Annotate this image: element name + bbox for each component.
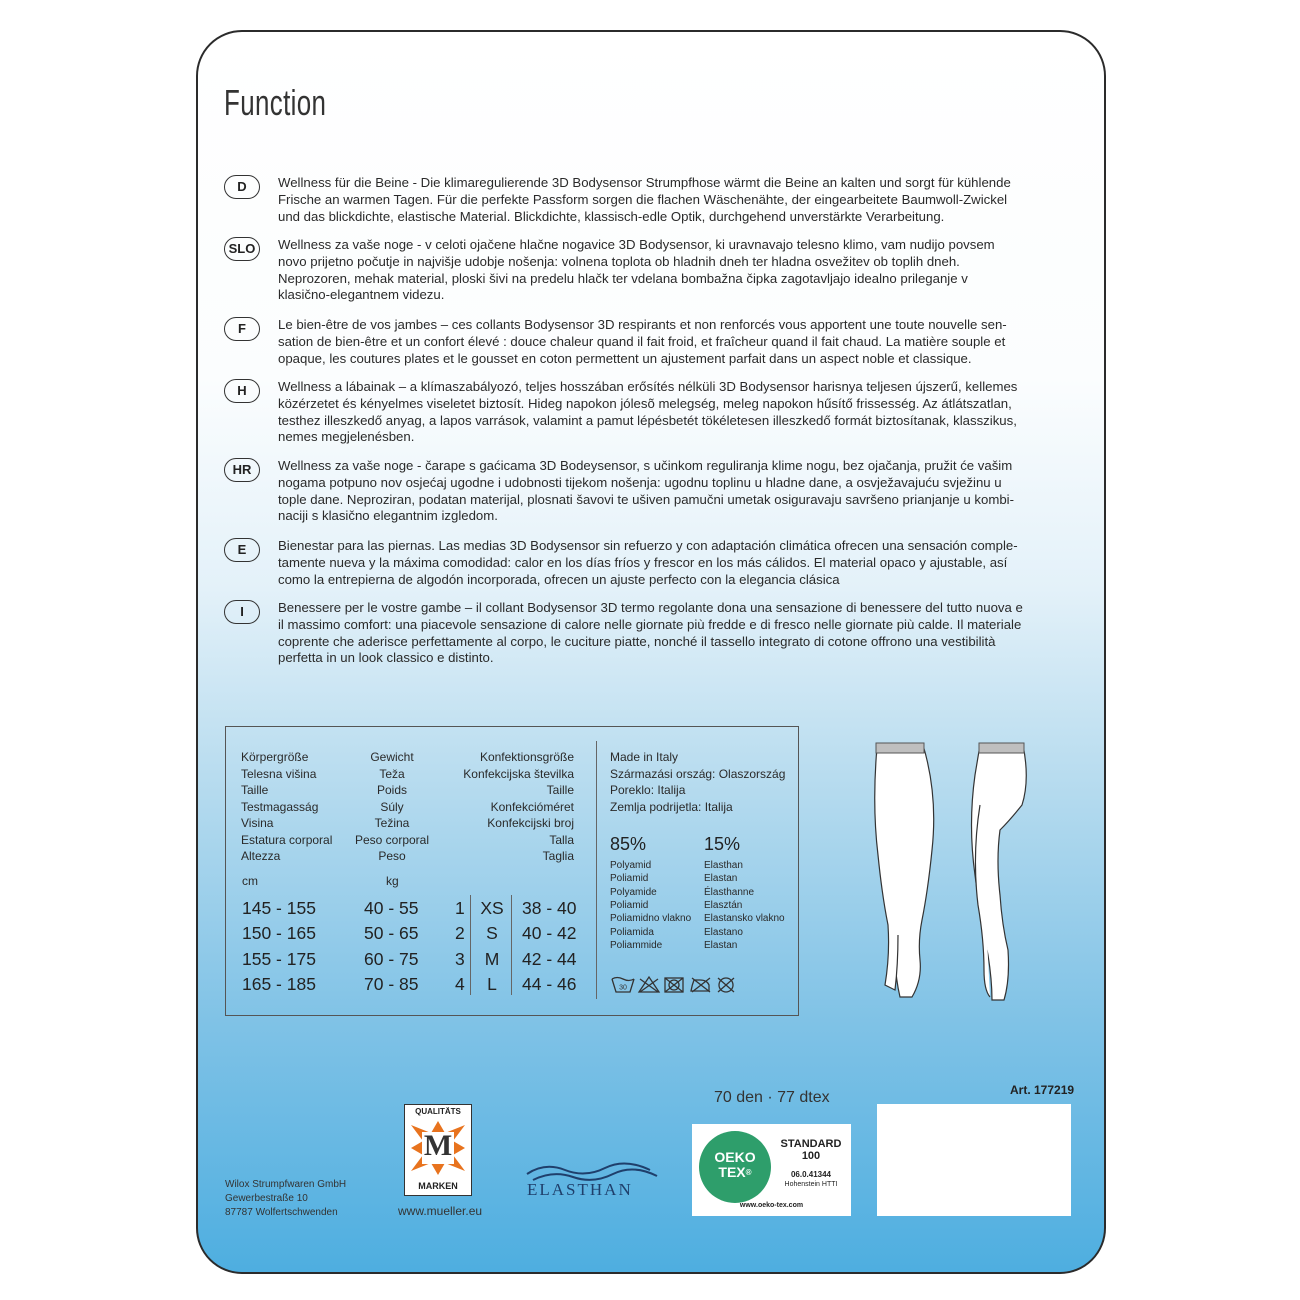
language-badge: SLO [224, 237, 260, 261]
description-paragraph [278, 379, 1078, 446]
height-range: 150 - 165 [242, 923, 316, 944]
description-paragraph [278, 538, 1078, 588]
weight-range: 70 - 85 [364, 973, 419, 994]
description-line: tamente nueva y la máxima comodidad: calor en los días fríos y frescor en los más cálidos. El material opaco y ajustable, así [278, 554, 1008, 570]
size-label: Altezza [241, 849, 281, 863]
waistband-side [979, 743, 1024, 753]
oeko-url: www.oeko-tex.com [739, 1202, 804, 1209]
svg-text:30: 30 [619, 984, 627, 992]
size-number: 1 [455, 898, 465, 918]
size-label: Estatura corporal [241, 832, 333, 847]
oeko-standard: STANDARD 100 [780, 1138, 842, 1162]
description-line: perfetta in un look classico e distinto. [278, 650, 494, 666]
language-badge: H [224, 379, 260, 403]
oeko-code: 06.0.41344 [790, 1170, 832, 1179]
size-label: Testmagasság [241, 799, 319, 814]
qualitaets-bottom-text: MARKEN [418, 1181, 458, 1191]
material-name: Élasthanne [704, 886, 755, 898]
size-letter: XS [480, 898, 504, 918]
language-badge: D [224, 175, 260, 199]
description-line: naciji s klasično elegantnim izgledom. [278, 508, 498, 524]
size-label: Gewicht [370, 750, 414, 764]
description-line: Bienestar para las piernas. Las medias 3D Bodysensor sin refuerzo y con adaptación climática ofrecen una sensación comple- [278, 538, 1018, 553]
description-line: klasično-elegantnem videzu. [278, 287, 445, 303]
weight-range: 60 - 75 [364, 948, 419, 969]
description-paragraph [278, 237, 1078, 304]
size-label: Konfekcijska številka [463, 766, 574, 781]
height-range: 145 - 155 [242, 898, 316, 918]
size-label: Súly [380, 799, 404, 814]
size-range: 38 - 40 [522, 898, 577, 918]
size-label: Körpergröße [241, 750, 309, 764]
size-label: Talla [549, 832, 574, 847]
size-col-divider [470, 895, 471, 995]
description-line: Benessere per le vostre gambe – il collant Bodysensor 3D termo regolante dona una sensazione di benessere del tutto nuova e [278, 600, 1023, 615]
description-line: Le bien-être de vos jambes – ces collants Bodysensor 3D respirants et non renforcés vous apportent une toute nouvelle sen- [278, 317, 1007, 332]
size-label: Teža [379, 766, 405, 781]
size-label: Peso corporal [354, 832, 430, 847]
origin-line: Zemlja podrijetla: Italija [610, 799, 733, 814]
description-paragraph [278, 600, 1078, 667]
size-label: Telesna višina [241, 766, 317, 781]
tights-illustration [860, 735, 1060, 1010]
material-name: Elastan [704, 873, 738, 885]
description-line: il massimo comfort: una piacevole sensazione di calore nelle giornate più fredde e di fresco nelle giornate più calde. Il materiale [278, 616, 1022, 632]
description-line: nemes megjelenésben. [278, 429, 415, 445]
material-name: Poliamid [610, 873, 649, 885]
qualitaets-top-text: QUALITÄTS [415, 1107, 461, 1116]
description-line: Wellness za vaše noge - v celoti ojačene hlačne nogavice 3D Bodysensor, ki uravnavajo telesno klimo, vam nudijo povsem [278, 237, 995, 252]
description-line: coprente che aderisce perfettamente al corpo, le cuciture piatte, nonché il tassello integrato di cotone offrono una vestibilità [278, 633, 996, 649]
material-name: Poliamidno vlakno [610, 913, 692, 925]
denier: 70 den · 77 dtex [714, 1089, 830, 1106]
material-name: Elasthan [704, 860, 743, 871]
description-line: Frische an warmen Tagen. Für die perfekte Passform sorgen die flachen Wäschenähte, der eingearbeitete Baumwoll-Zwickel [278, 191, 1008, 207]
language-badge: E [224, 538, 260, 562]
size-col-divider [511, 895, 512, 995]
height-unit: cm [242, 874, 258, 888]
description-line: novo prijetno počutje in najvišje udobje nošenja: volnena toplota ob hladnih dneh ter hladna osvežitev ob toplih dneh. [278, 253, 960, 269]
size-range: 44 - 46 [522, 973, 577, 994]
description-line: Wellness für die Beine - Die klimaregulierende 3D Bodysensor Strumpfhose wärmt die Beine an kalten und sorgt für kühlende [278, 175, 1011, 190]
material-name: Polyamide [610, 886, 657, 898]
company-line: Wilox Strumpfwaren GmbH [225, 1179, 347, 1190]
language-badge: I [224, 600, 260, 624]
size-label: Taille [546, 783, 574, 797]
composition-percent: 15% [704, 834, 741, 854]
description-line: sation de bien-être et un confort élevé : douce chaleur quand il fait froid, et fraîcheur quand il fait chaud. La matière souple et [278, 333, 1006, 349]
description-paragraph [278, 317, 1078, 367]
waistband-front [876, 743, 924, 753]
description-paragraph [278, 458, 1078, 525]
oeko-tex-label [692, 1124, 851, 1216]
description-line: tople dane. Neproziran, podatan materijal, plosnati šavovi te ušiven pamučni umetak osiguravaju savršeno prianjanje u kombi- [278, 491, 1014, 507]
oeko-logo-text: OEKO TEX® [714, 1149, 756, 1180]
company-line: Gewerbestraße 10 [225, 1193, 308, 1204]
material-name: Poliamida [610, 926, 654, 938]
size-number: 4 [455, 973, 465, 994]
composition-percent: 85% [610, 834, 647, 854]
height-range: 165 - 185 [242, 973, 316, 994]
page-title: Function [224, 82, 327, 123]
description-line: testhez illeszkedő anyag, a lapos varrások, valamint a pamut lépésbetét tökéletesen illeszkedő formát biztosítanak, klasszikus, [278, 412, 1017, 428]
barcode-area [877, 1104, 1071, 1216]
description-line: como la entrepierna de algodón incorporada, ofrecen un ajuste perfecto con la elegancia clásica [278, 571, 840, 587]
material-name: Elasztán [704, 899, 743, 911]
origin-line: Made in Italy [610, 750, 679, 764]
size-label: Taglia [542, 849, 574, 863]
description-line: Wellness a lábainak – a klímaszabályozó, teljes hosszában erősítés nélküli 3D Bodysensor harisnya teljesen újszerű, kellemes [278, 379, 1018, 394]
size-label: Konfekcióméret [490, 799, 574, 814]
material-name: Elastano [704, 926, 743, 938]
no-tumble-dry-icon [662, 975, 688, 1000]
material-name: Polyamid [610, 860, 652, 871]
mueller-m-letter: M [423, 1129, 453, 1162]
article-number: Art. 177219 [1010, 1083, 1075, 1097]
material-name: Elastan [704, 939, 738, 951]
weight-range: 40 - 55 [364, 898, 419, 918]
size-number: 3 [455, 948, 465, 969]
weight-unit: kg [386, 874, 399, 888]
height-range: 155 - 175 [242, 948, 316, 969]
panel-divider [596, 741, 597, 999]
material-name: Poliammide [610, 939, 663, 951]
no-dry-clean-icon [714, 975, 740, 1000]
size-label: Peso [378, 849, 406, 863]
language-badge: F [224, 317, 260, 341]
size-letter: M [484, 948, 500, 969]
description-line: nogama potpuno nov osjećaj ugodne i udobnosti tijekom nošenja: ugodnu toplinu u hladne dane, a osvježavajuću svježinu u [278, 474, 1002, 490]
wash-30-icon [610, 975, 636, 1000]
no-iron-icon [688, 975, 714, 1000]
size-label: Poids [376, 783, 408, 797]
weight-range: 50 - 65 [364, 923, 419, 944]
description-paragraph [278, 175, 1078, 225]
description-line: und das blickdichte, elastische Material. Blickdichte, klassisch-edle Optik, durchgehend unverstärkte Verarbeitung. [278, 208, 945, 224]
size-range: 40 - 42 [522, 923, 577, 944]
description-line: közérzetet és kényelmes viseletet biztosít. Hideg napokon jólesõ melegség, meleg napokon hűsítő frissesség. Az átlátszatlan, [278, 395, 1012, 411]
size-letter: L [487, 973, 497, 994]
no-bleach-icon [636, 975, 662, 1000]
oeko-institute: Hohenstein HTTI [784, 1181, 838, 1188]
size-label: Taille [241, 783, 269, 797]
material-name: Elastansko vlakno [704, 913, 785, 925]
size-range: 42 - 44 [522, 948, 577, 969]
description-line: opaque, les coutures plates et le gousset en coton permettent un ajustement parfait dans un aspect noble et classique. [278, 350, 972, 366]
company-address [225, 1178, 346, 1220]
size-label: Konfekcijski broj [487, 816, 574, 830]
size-number: 2 [455, 923, 465, 944]
elasthan-text: ELASTHAN [527, 1180, 633, 1199]
mueller-url: www.mueller.eu [398, 1204, 483, 1218]
description-line: Wellness za vaše noge - čarape s gaćicama 3D Bodeysensor, s učinkom reguliranja klime nogu, bez ojačanja, pružit će vašim [278, 458, 1013, 473]
qualitaets-marken-logo [404, 1104, 472, 1196]
size-label: Konfektionsgröße [479, 750, 574, 764]
origin-line: Származási ország: Olaszország [610, 766, 786, 781]
origin-line: Poreklo: Italija [610, 783, 686, 797]
size-letter: S [486, 923, 498, 944]
language-badge: HR [224, 458, 260, 482]
material-name: Poliamid [610, 899, 649, 911]
company-line: 87787 Wolfertschwenden [225, 1207, 338, 1218]
description-line: Neprozoren, mehak material, ploski šivi na predelu hlačk ter vdelana bombažna čipka zagotavljajo idealno prileganje v [278, 270, 968, 286]
size-label: Težina [374, 816, 410, 830]
size-label: Visina [241, 816, 274, 830]
